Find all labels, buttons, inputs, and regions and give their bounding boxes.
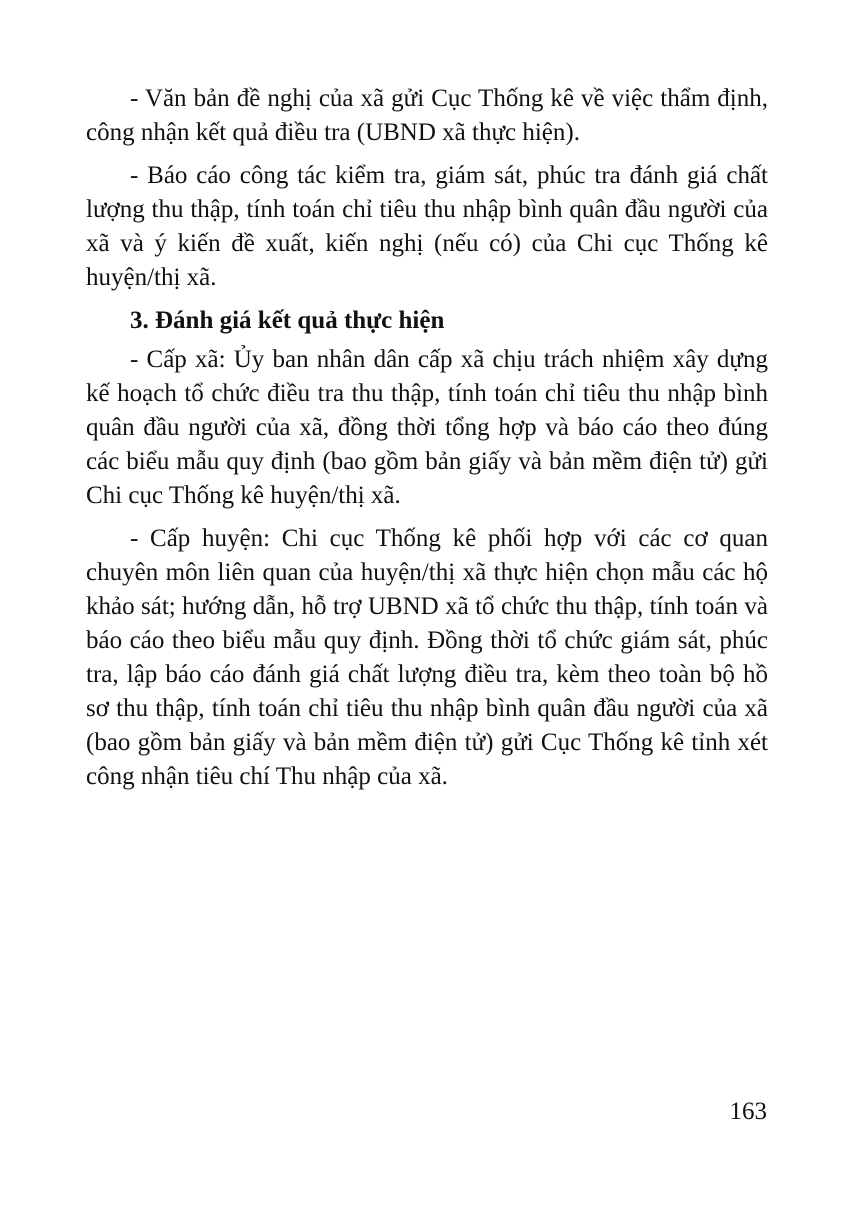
paragraph-proposal-document: - Văn bản đề nghị của xã gửi Cục Thống kê về việc thẩm định, công nhận kết quả điều tra (UBND xã thực hiện).	[86, 85, 768, 146]
document-page	[86, 82, 768, 803]
page-number: 163	[729, 1098, 767, 1125]
paragraph-inspection-report: - Báo cáo công tác kiểm tra, giám sát, phúc tra đánh giá chất lượng thu thập, tính toán chỉ tiêu thu nhập bình quân đầu người của xã và ý kiến đề xuất, kiến nghị (nếu có) của Chi cục Thống kê huyện/thị xã.	[86, 162, 768, 291]
section-heading: 3. Đánh giá kết quả thực hiện	[130, 307, 445, 334]
paragraph-commune-level: - Cấp xã: Ủy ban nhân dân cấp xã chịu trách nhiệm xây dựng kế hoạch tổ chức điều tra thu thập, tính toán chỉ tiêu thu nhập bình quân đầu người của xã, đồng thời tổng hợp và báo cáo theo đúng các biểu mẫu quy định (bao gồm bản giấy và bản mềm điện tử) gửi Chi cục Thống kê huyện/thị xã.	[86, 346, 768, 509]
paragraph-district-level: - Cấp huyện: Chi cục Thống kê phối hợp với các cơ quan chuyên môn liên quan của huyện/thị xã thực hiện chọn mẫu các hộ khảo sát; hướng dẫn, hỗ trợ UBND xã tổ chức thu thập, tính toán và báo cáo theo biểu mẫu quy định. Đồng thời tổ chức giám sát, phúc tra, lập báo cáo đánh giá chất lượng điều tra, kèm theo toàn bộ hồ sơ thu thập, tính toán chỉ tiêu thu nhập bình quân đầu người của xã (bao gồm bản giấy và bản mềm điện tử) gửi Cục Thống kê tỉnh xét công nhận tiêu chí Thu nhập của xã.	[86, 525, 768, 790]
